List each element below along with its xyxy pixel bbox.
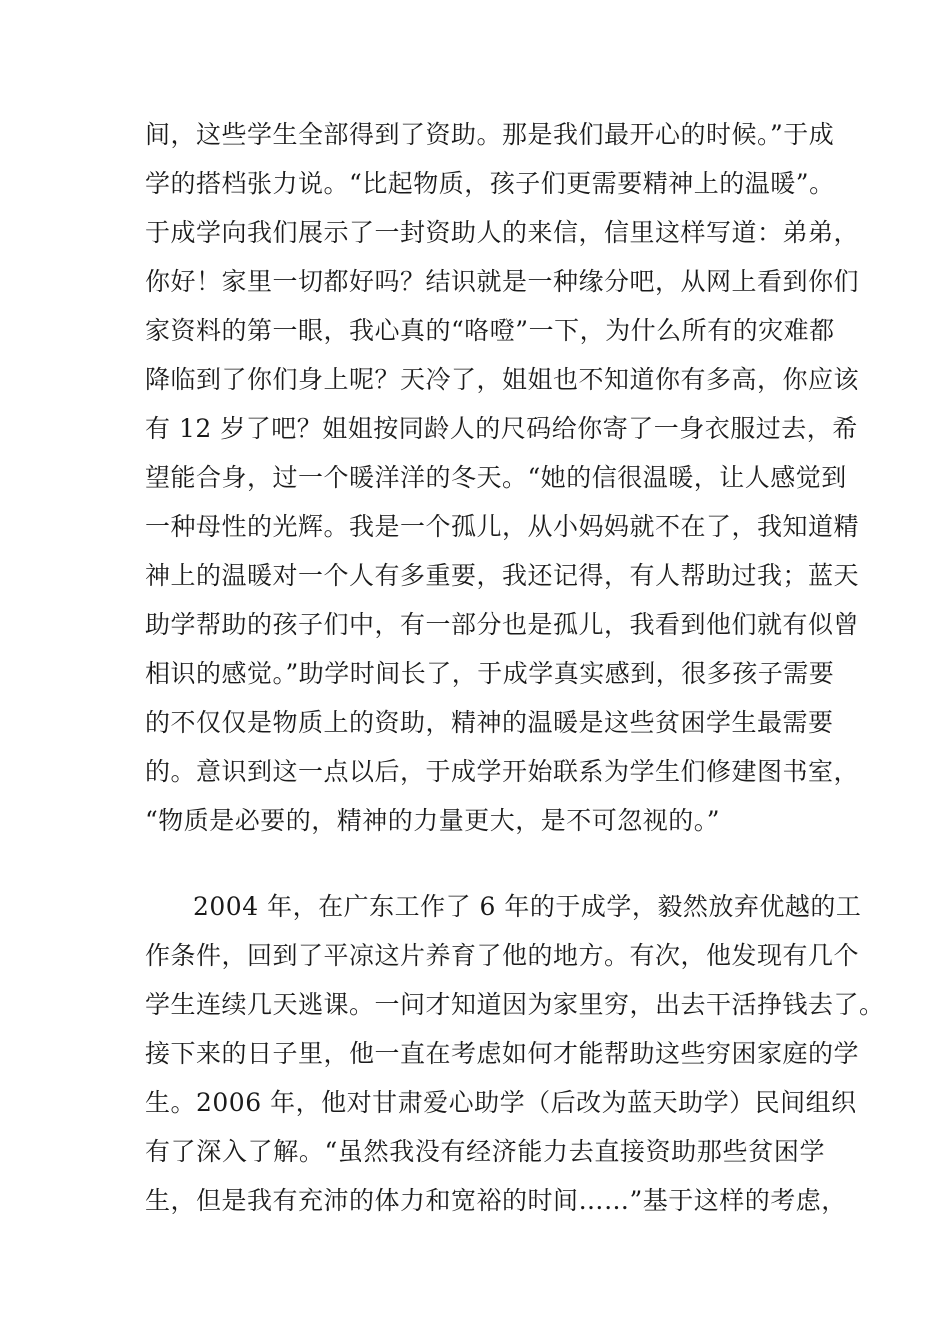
text-line: 间，这些学生全部得到了资助。那是我们最开心的时候。”于成 — [145, 120, 835, 149]
text-line: 相识的感觉。”助学时间长了，于成学真实感到，很多孩子需要 — [145, 659, 835, 688]
text-line: 你好！家里一切都好吗？结识就是一种缘分吧，从网上看到你们 — [145, 267, 860, 296]
text-line: 神上的温暖对一个人有多重要，我还记得，有人帮助过我；蓝天 — [145, 561, 860, 590]
text-line: 助学帮助的孩子们中，有一部分也是孤儿，我看到他们就有似曾 — [145, 610, 860, 639]
text-line: 学的搭档张力说。“比起物质，孩子们更需要精神上的温暖”。 — [145, 169, 835, 198]
text-line: 有了深入了解。“虽然我没有经济能力去直接资助那些贫困学 — [145, 1137, 825, 1166]
text-line: 生，但是我有充沛的体力和宽裕的时间……”基于这样的考虑， — [145, 1186, 847, 1215]
text-line: 生。2006 年，他对甘肃爱心助学（后改为蓝天助学）民间组织 — [145, 1088, 857, 1117]
text-line: 作条件，回到了平凉这片养育了他的地方。有次，他发现有几个 — [145, 941, 860, 970]
text-line: 望能合身，过一个暖洋洋的冬天。“她的信很温暖，让人感觉到 — [145, 463, 847, 492]
text-line: 家资料的第一眼，我心真的“咯噔”一下，为什么所有的灾难都 — [145, 316, 835, 345]
text-line: 于成学向我们展示了一封资助人的来信，信里这样写道：弟弟， — [145, 218, 860, 247]
text-line: 2004 年，在广东工作了 6 年的于成学，毅然放弃优越的工 — [193, 892, 862, 921]
text-line: “物质是必要的，精神的力量更大，是不可忽视的。” — [145, 806, 721, 835]
text-line: 有 12 岁了吧？姐姐按同龄人的尺码给你寄了一身衣服过去，希 — [145, 414, 858, 443]
text-line: 接下来的日子里，他一直在考虑如何才能帮助这些穷困家庭的学 — [145, 1039, 860, 1068]
text-line: 的不仅仅是物质上的资助，精神的温暖是这些贫困学生最需要 — [145, 708, 834, 737]
text-line: 一种母性的光辉。我是一个孤儿，从小妈妈就不在了，我知道精 — [145, 512, 860, 541]
text-line: 学生连续几天逃课。一问才知道因为家里穷，出去干活挣钱去了。 — [145, 990, 885, 1019]
text-line: 的。意识到这一点以后，于成学开始联系为学生们修建图书室， — [145, 757, 860, 786]
text-line: 降临到了你们身上呢？天冷了，姐姐也不知道你有多高，你应该 — [145, 365, 860, 394]
